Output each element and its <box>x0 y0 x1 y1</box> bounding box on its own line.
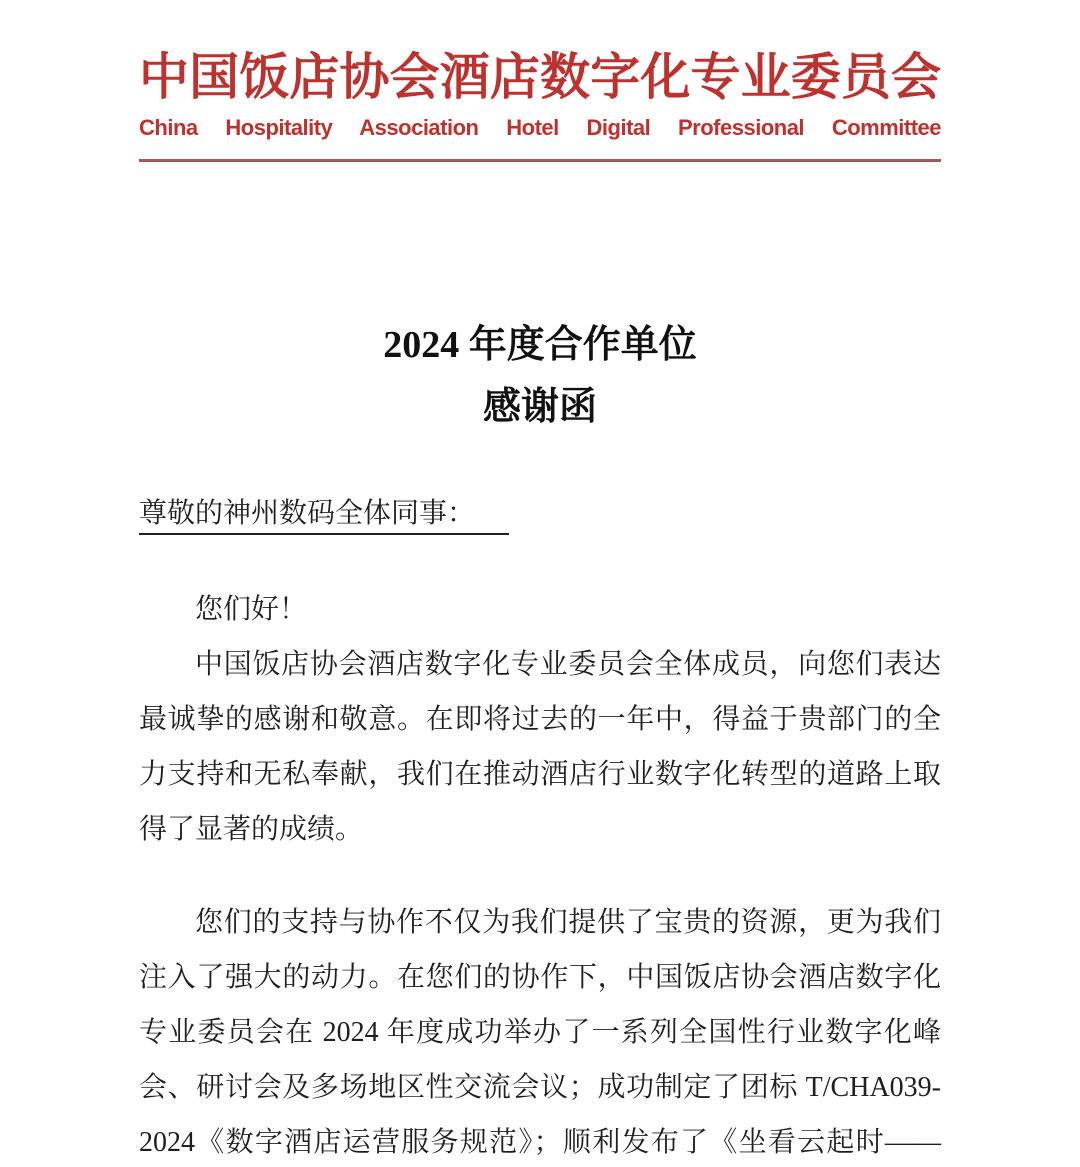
letter-line: 注入了强大的动力。在您们的协作下，中国饭店协会酒店数字化 <box>139 962 941 993</box>
salutation-row <box>139 496 941 532</box>
paragraph-1 <box>139 582 941 857</box>
letter-line: 中国饭店协会酒店数字化专业委员会全体成员，向您们表达 <box>195 649 941 680</box>
letter-line: 最诚挚的感谢和敬意。在即将过去的一年中，得益于贵部门的全 <box>139 704 941 735</box>
org-name-zh: 中国饭店协会酒店数字化专业委员会 <box>139 49 941 105</box>
letter-line: 专业委员会在 2024 年度成功举办了一系列全国性行业数字化峰 <box>139 1017 941 1048</box>
letter-line: 会、研讨会及多场地区性交流会议；成功制定了团标 T/CHA039- <box>139 1072 941 1103</box>
letter-line: 您们好！ <box>195 594 308 625</box>
letter-content <box>139 0 941 1167</box>
letter-title <box>139 314 941 438</box>
letter-line: 力支持和无私奉献，我们在推动酒店行业数字化转型的道路上取 <box>139 759 941 790</box>
letterhead-rule <box>139 159 941 162</box>
letter-line: 2024《数字酒店运营服务规范》；顺利发布了《坐看云起时—— <box>139 1127 941 1158</box>
letter-line: 得了显著的成绩。 <box>139 814 364 845</box>
letter-title-line1: 2024 年度合作单位 <box>383 324 697 366</box>
salutation: 尊敬的神州数码全体同事： <box>139 498 509 535</box>
letterhead <box>139 0 941 162</box>
letter-line: 您们的支持与协作不仅为我们提供了宝贵的资源，更为我们 <box>195 907 941 938</box>
paragraph-2 <box>139 895 941 1167</box>
letter-title-line2: 感谢函 <box>482 386 597 428</box>
org-name-en: China Hospitality Association Hotel Digital Professional Committee <box>139 115 941 140</box>
